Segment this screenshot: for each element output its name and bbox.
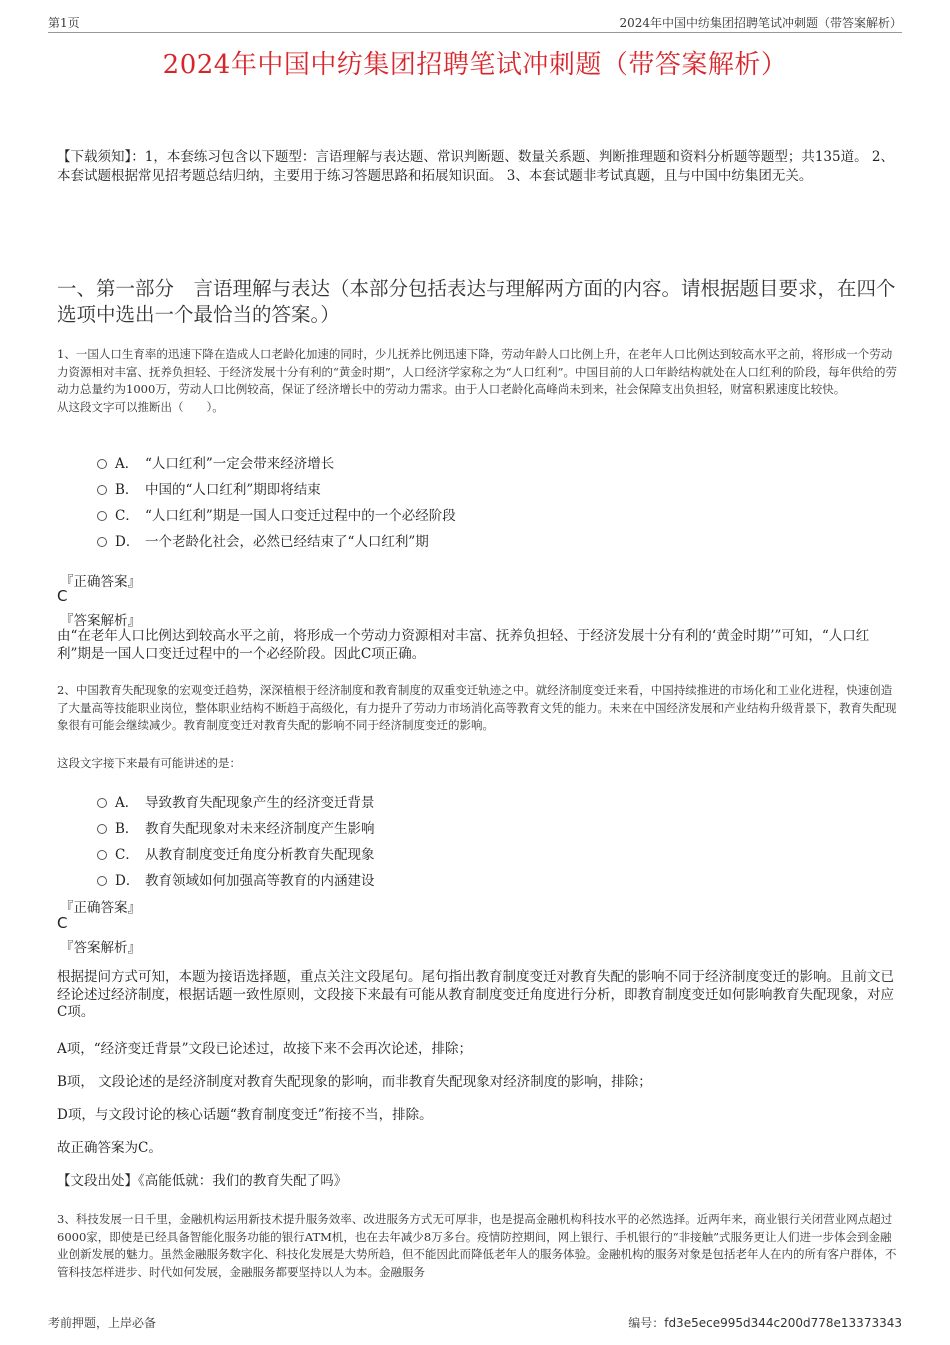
q2-source: 【文段出处】《高能低就：我们的教育失配了吗》 [57, 1173, 348, 1189]
q1-option-c[interactable] [97, 504, 456, 524]
footer-slogan: 考前押题，上岸必备 [48, 1316, 157, 1330]
footer-code-label: 编号： [628, 1316, 665, 1330]
footer-code [628, 1314, 902, 1331]
section-title: 一、第一部分 言语理解与表达（本部分包括表达与理解两方面的内容。请根据题目要求，在四个选项中选出一个最恰当的答案。） [57, 277, 896, 326]
page-number: 第1页 [48, 16, 80, 30]
q1-option-a[interactable] [97, 452, 334, 472]
question-1-stem [57, 346, 897, 416]
option-label: B． [115, 482, 139, 498]
radio-icon[interactable] [97, 850, 107, 860]
q2-analysis: 根据提问方式可知，本题为接语选择题，重点关注文段尾句。尾句指出教育制度变迁对教育失配的影响不同于经济制度变迁的影响。且前文已经论述过经济制度，根据话题一致性原则，文段接下来最有可能从教育制度变迁角度进行分析，即教育制度变迁如何影响教育失配现象，对应C项。 [57, 969, 894, 1020]
q2-option-a[interactable] [97, 791, 375, 811]
radio-icon[interactable] [97, 485, 107, 495]
option-label: D． [115, 534, 140, 550]
q2-prompt: 这段文字接下来最有可能讲述的是： [57, 756, 241, 770]
option-label: C． [115, 847, 139, 863]
radio-icon[interactable] [97, 537, 107, 547]
option-label: C． [115, 508, 139, 524]
radio-icon[interactable] [97, 876, 107, 886]
q1-answer: C [57, 587, 68, 605]
download-notice: 【下载须知】：1，本套练习包含以下题型：言语理解与表达题、常识判断题、数量关系题、判断推理题和资料分析题等题型；共135道。 2、本套试题根据常见招考题总结归纳，主要用于练习答题思路和拓展知识面。 3、本套试题非考试真题，且与中国中纺集团无关。 [57, 149, 894, 184]
radio-icon[interactable] [97, 511, 107, 521]
q1-option-b[interactable] [97, 478, 321, 498]
option-label: D． [115, 873, 140, 889]
q2-option-c[interactable] [97, 843, 375, 863]
option-text: 导致教育失配现象产生的经济变迁背景 [145, 795, 375, 811]
option-text: 从教育制度变迁角度分析教育失配现象 [145, 847, 375, 863]
header-doc-title: 2024年中国中纺集团招聘笔试冲刺题（带答案解析） [619, 16, 902, 30]
option-label: A． [115, 795, 139, 811]
q2-answer: C [57, 914, 68, 932]
q2-option-b[interactable] [97, 817, 375, 837]
page-header [48, 10, 902, 33]
footer-code-value: fd3e5ece995d344c200d778e13373343 [664, 1316, 902, 1330]
option-text: 教育失配现象对未来经济制度产生影响 [145, 821, 375, 837]
q1-answer-label: 『正确答案』 [60, 574, 141, 590]
option-text: 中国的“人口红利”期即将结束 [145, 482, 321, 498]
q2-note-b: B项， 文段论述的是经济制度对教育失配现象的影响，而非教育失配现象对经济制度的影响，排除； [57, 1074, 652, 1090]
page-footer [48, 1314, 902, 1331]
q2-analysis-label: 『答案解析』 [60, 940, 141, 956]
option-text: “人口红利”期是一国人口变迁过程中的一个必经阶段 [145, 508, 456, 524]
q2-conclusion: 故正确答案为C。 [57, 1140, 162, 1156]
option-label: B． [115, 821, 139, 837]
question-prompt: 从这段文字可以推断出（ ）。 [57, 399, 224, 414]
q1-analysis: 由“在老年人口比例达到较高水平之前，将形成一个劳动力资源相对丰富、抚养负担轻、于经济发展十分有利的‘黄金时期’”可知，“人口红利”期是一国人口变迁过程中的一个必经阶段。因此C项正确。 [57, 628, 870, 662]
option-text: “人口红利”一定会带来经济增长 [145, 456, 335, 472]
document-title: 2024年中国中纺集团招聘笔试冲刺题（带答案解析） [162, 50, 788, 80]
radio-icon[interactable] [97, 798, 107, 808]
question-stem-text: 1、一国人口生育率的迅速下降在造成人口老龄化加速的同时，少儿抚养比例迅速下降，劳动年龄人口比例上升，在老年人口比例达到较高水平之前，将形成一个劳动力资源相对丰富、抚养负担轻、于经济发展十分有利的“黄金时期”，人口经济学家称之为“人口红利”。中国目前的人口年龄结构就处在人口红利的阶段，每年供给的劳动力总量约为1000万，劳动人口比例较高，保证了经济增长中的劳动力需求。由于人口老龄化高峰尚未到来，社会保障支出负担轻，财富积累速度比较快。 [57, 347, 898, 396]
radio-icon[interactable] [97, 824, 107, 834]
question-2-stem: 2、中国教育失配现象的宏观变迁趋势，深深植根于经济制度和教育制度的双重变迁轨迹之中。就经济制度变迁来看，中国持续推进的市场化和工业化进程，快速创造了大量高等技能职业岗位，整体职业结构不断趋于高级化，有力提升了劳动力市场消化高等教育文凭的能力。未来在中国经济发展和产业结构升级背景下，教育失配现象很有可能会继续减少。教育制度变迁对教育失配的影响不同于经济制度变迁的影响。 [57, 683, 897, 732]
q1-option-d[interactable] [97, 530, 429, 550]
option-label: A． [115, 456, 139, 472]
q2-note-a: A项，“经济变迁背景”文段已论述过，故接下来不会再次论述，排除； [57, 1041, 473, 1057]
q2-answer-label: 『正确答案』 [60, 900, 141, 916]
option-text: 一个老龄化社会，必然已经结束了“人口红利”期 [145, 534, 429, 550]
radio-icon[interactable] [97, 459, 107, 469]
q2-option-d[interactable] [97, 869, 375, 889]
option-text: 教育领域如何加强高等教育的内涵建设 [145, 873, 375, 889]
q2-note-d: D项，与文段讨论的核心话题“教育制度变迁”衔接不当，排除。 [57, 1107, 433, 1123]
question-3-stem: 3、科技发展一日千里，金融机构运用新技术提升服务效率、改进服务方式无可厚非，也是提高金融机构科技水平的必然选择。近两年来，商业银行关闭营业网点超过6000家，即使是已经具备智能化服务功能的银行ATM机，也在去年减少8万多台。疫情防控期间，网上银行、手机银行的“非接触”式服务更让人们进一步体会到金融业创新发展的魅力。虽然金融服务数字化、科技化发展是大势所趋，但不能因此而降低老年人的服务体验。金融机构的服务对象是包括老年人在内的所有客户群体，不管科技怎样进步、时代如何发展，金融服务都要坚持以人为本。金融服务 [57, 1212, 897, 1279]
q1-analysis-label: 『答案解析』 [60, 613, 141, 629]
